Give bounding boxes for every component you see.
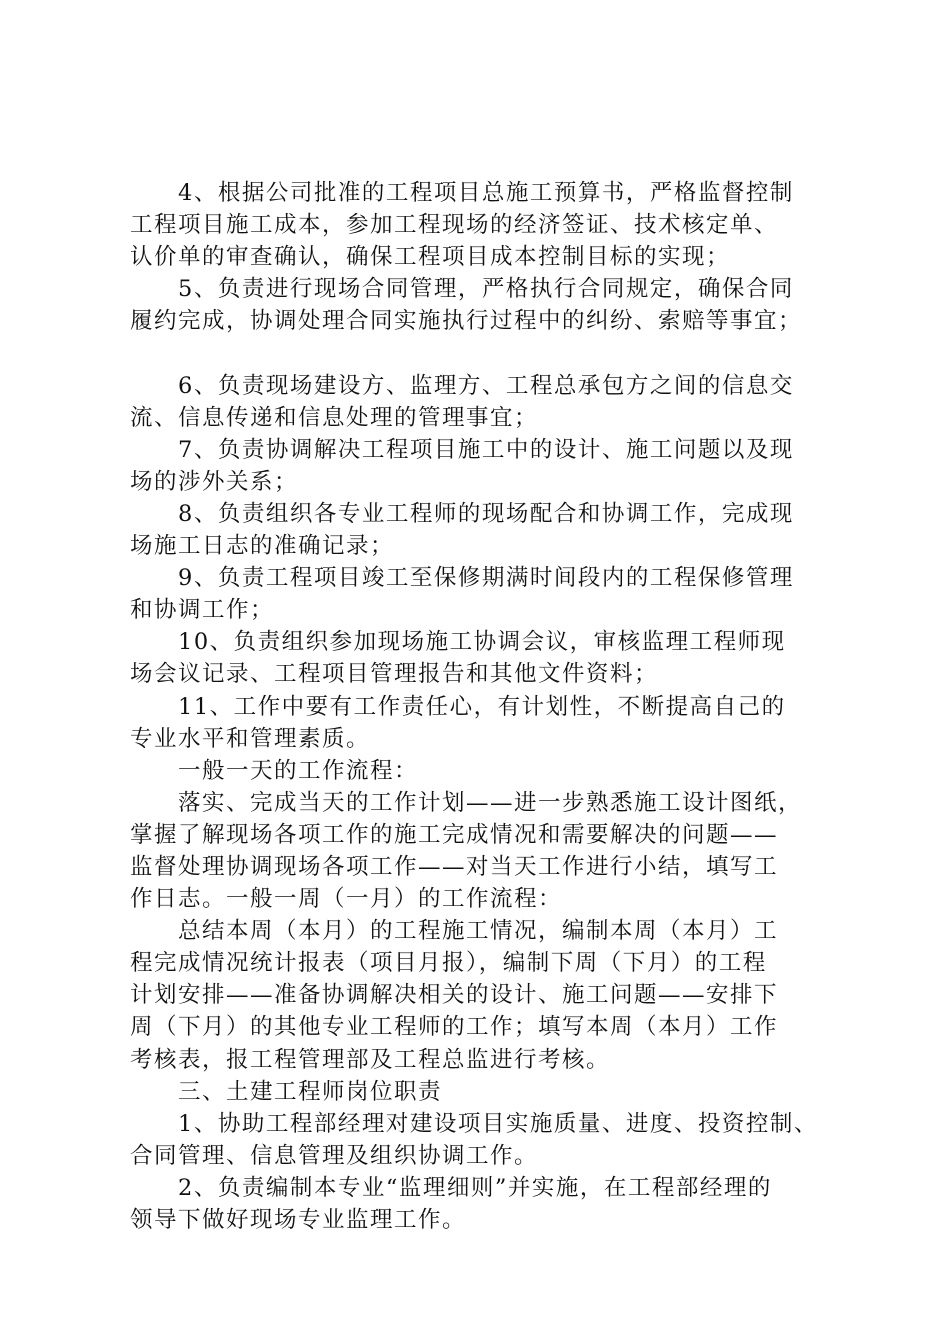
text-line: 程完成情况统计报表（项目月报），编制下周（下月）的工程 (130, 950, 767, 977)
section-heading: 三、土建工程师岗位职责 (178, 1078, 443, 1105)
section-heading: 一般一天的工作流程： (178, 757, 419, 784)
text-line: 8、负责组织各专业工程师的现场配合和协调工作，完成现 (178, 500, 794, 527)
text-line: 1、协助工程部经理对建设项目实施质量、进度、投资控制、 (178, 1110, 818, 1137)
text-line: 6、负责现场建设方、监理方、工程总承包方之间的信息交 (178, 372, 794, 399)
blank-line (130, 337, 830, 369)
text-line: 考核表，报工程管理部及工程总监进行考核。 (130, 1046, 611, 1073)
text-line: 场的涉外关系； (130, 468, 299, 495)
text-line: 7、负责协调解决工程项目施工中的设计、施工问题以及现 (178, 436, 794, 463)
document-body (130, 177, 830, 1236)
text-line: 履约完成，协调处理合同实施执行过程中的纠纷、索赔等事宜； (130, 308, 803, 335)
text-line: 周（下月）的其他专业工程师的工作；填写本周（本月）工作 (130, 1014, 779, 1041)
text-line: 作日志。一般一周（一月）的工作流程： (130, 886, 563, 913)
text-line: 落实、完成当天的工作计划——进一步熟悉施工设计图纸， (178, 789, 803, 816)
text-line: 9、负责工程项目竣工至保修期满时间段内的工程保修管理 (178, 565, 794, 592)
text-line: 11、工作中要有工作责任心，有计划性，不断提高自己的 (178, 693, 786, 720)
text-line: 监督处理协调现场各项工作——对当天工作进行小结，填写工 (130, 853, 779, 880)
text-line: 流、信息传递和信息处理的管理事宜； (130, 404, 539, 431)
text-line: 合同管理、信息管理及组织协调工作。 (130, 1142, 539, 1169)
text-line: 计划安排——准备协调解决相关的设计、施工问题——安排下 (130, 982, 779, 1009)
text-line: 总结本周（本月）的工程施工情况，编制本周（本月）工 (178, 918, 779, 945)
text-line: 领导下做好现场专业监理工作。 (130, 1207, 467, 1233)
text-line: 场会议记录、工程项目管理报告和其他文件资料； (130, 661, 659, 688)
text-line: 4、根据公司批准的工程项目总施工预算书，严格监督控制 (178, 180, 794, 206)
text-line: 10、负责组织参加现场施工协调会议，审核监理工程师现 (178, 629, 786, 656)
text-line: 专业水平和管理素质。 (130, 725, 371, 752)
text-line: 和协调工作； (130, 597, 275, 624)
text-line: 5、负责进行现场合同管理，严格执行合同规定，确保合同 (178, 276, 794, 303)
text-line: 工程项目施工成本，参加工程现场的经济签证、技术核定单、 (130, 212, 779, 239)
text-line: 掌握了解现场各项工作的施工完成情况和需要解决的问题—— (130, 821, 779, 848)
text-line: 场施工日志的准确记录； (130, 533, 395, 560)
text-line: 认价单的审查确认，确保工程项目成本控制目标的实现； (130, 244, 731, 271)
text-line: 2、负责编制本专业“监理细则”并实施，在工程部经理的 (178, 1174, 772, 1201)
